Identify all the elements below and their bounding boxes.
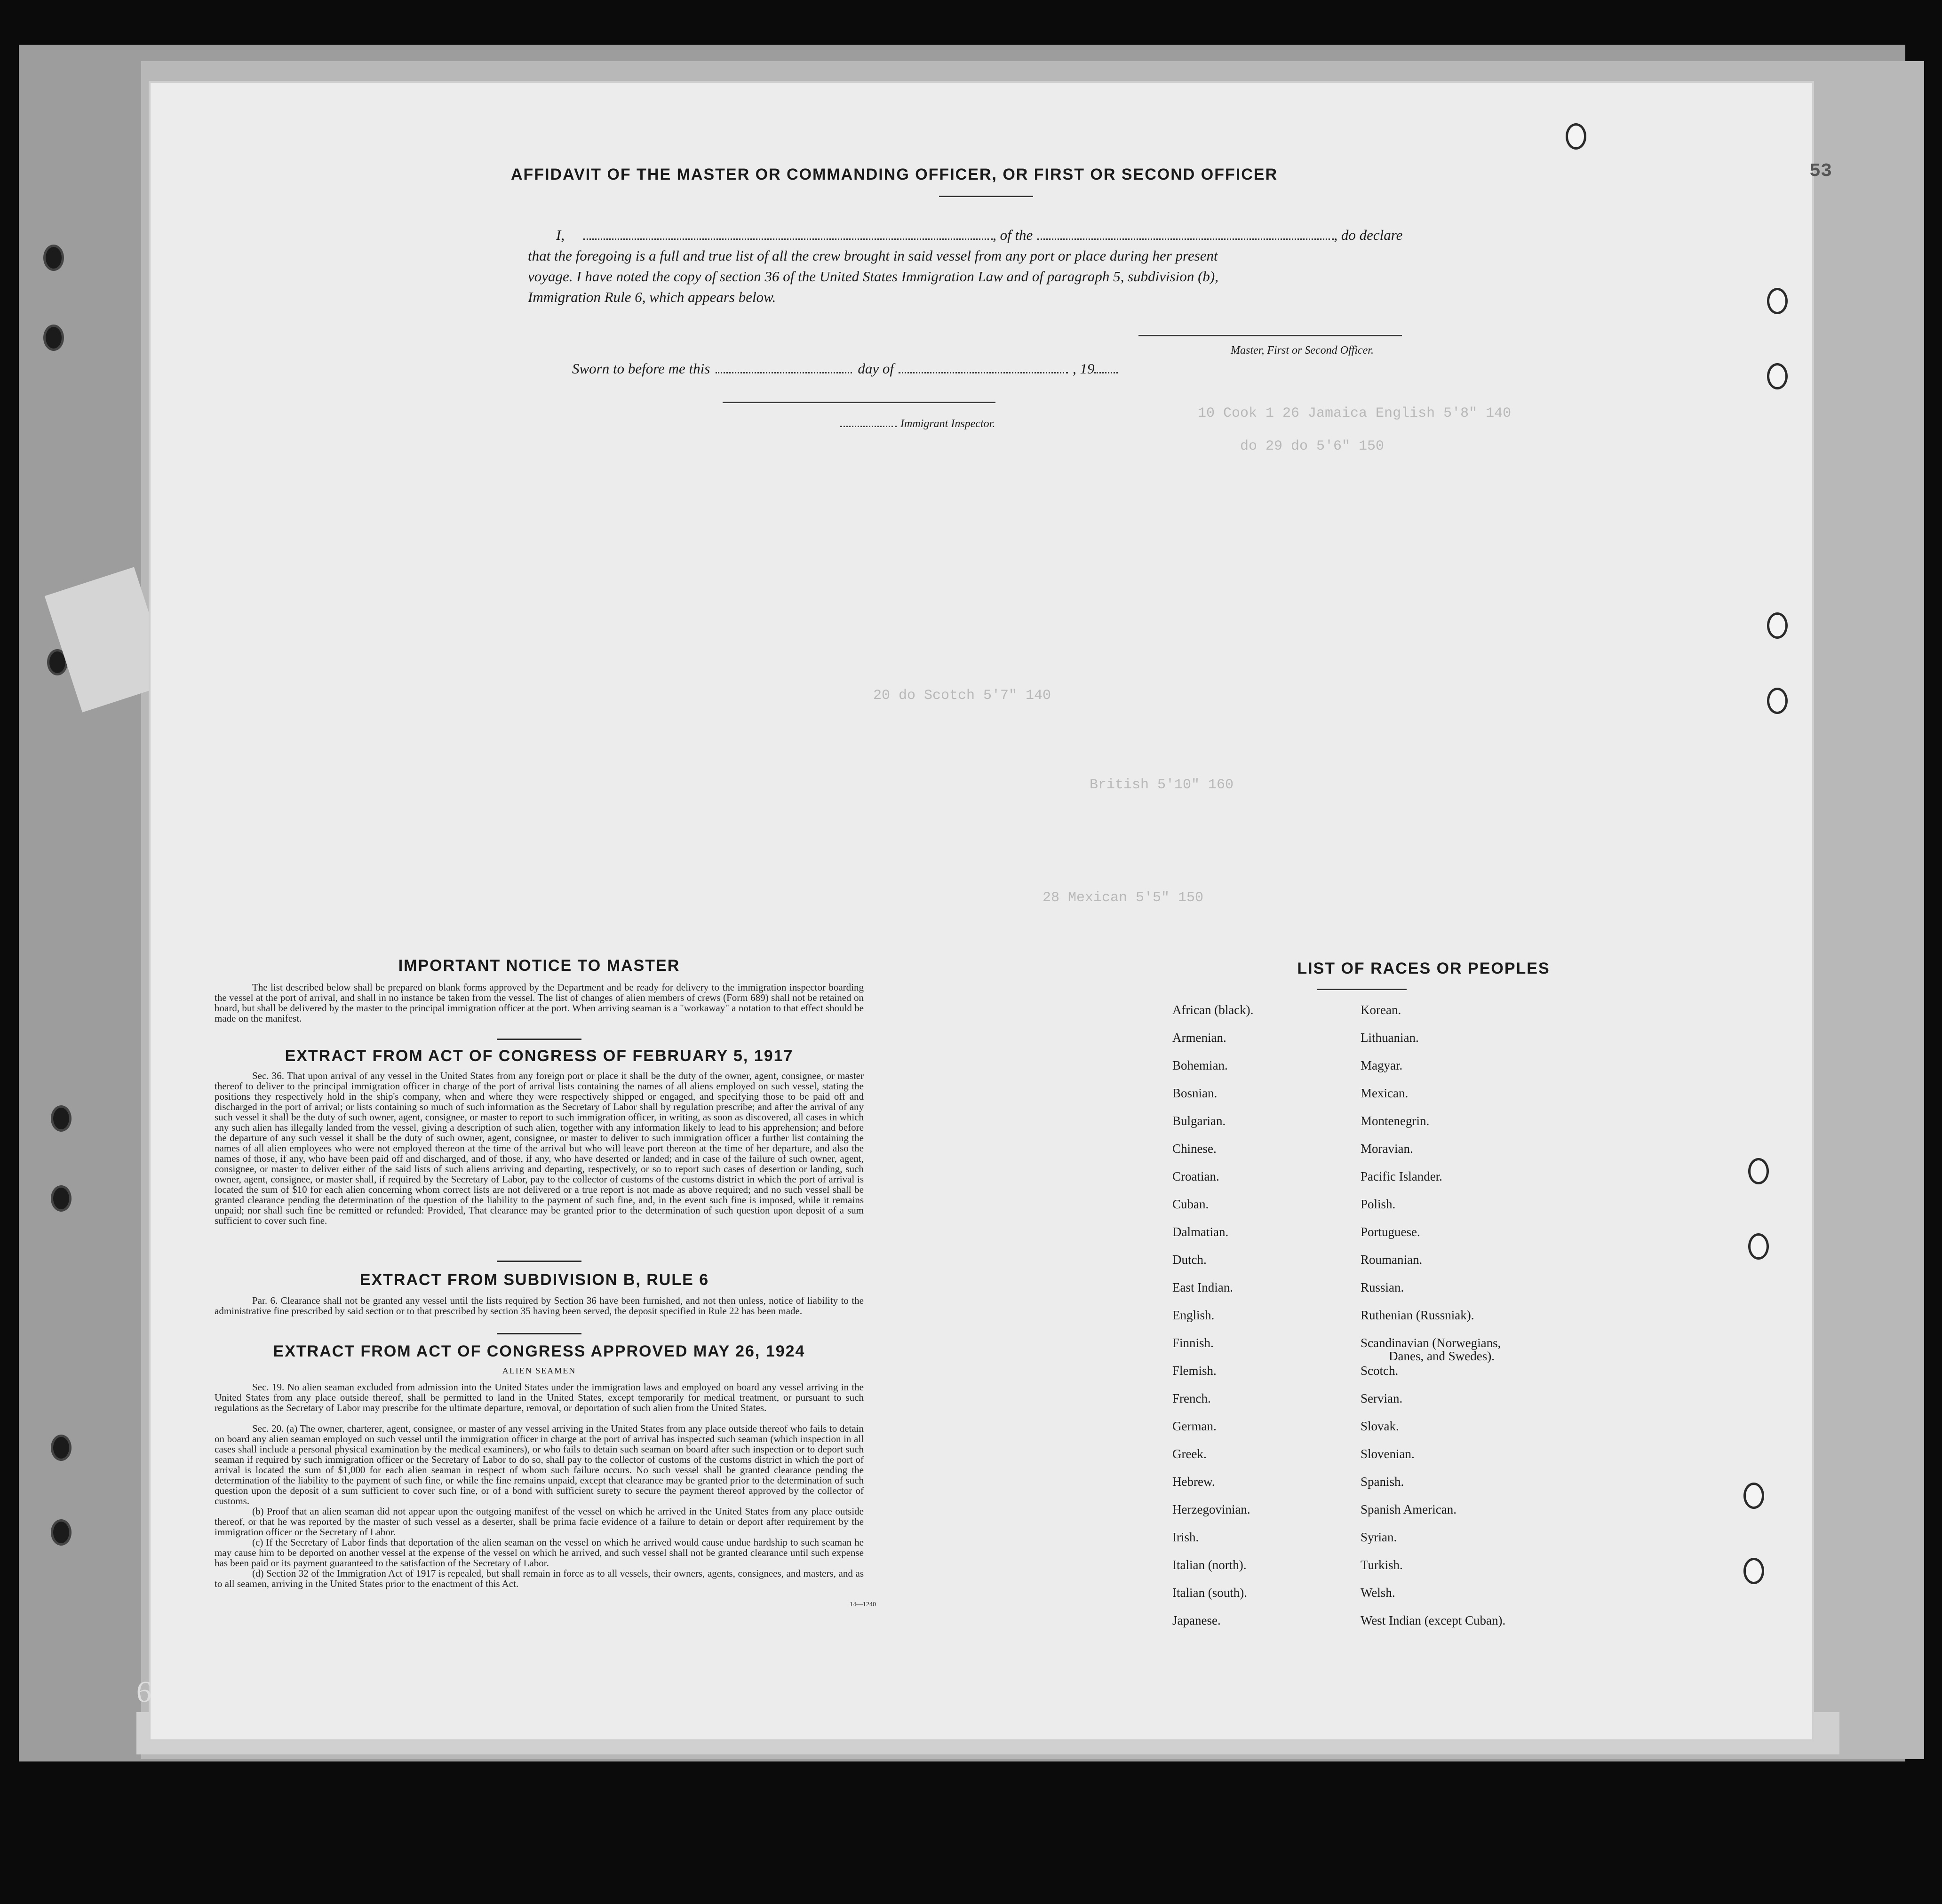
race-item: Cuban.: [1172, 1197, 1209, 1211]
binder-hole: [51, 1105, 72, 1132]
race-item: Magyar.: [1361, 1058, 1403, 1072]
master-signature-line[interactable]: [1138, 335, 1402, 336]
notice-body: The list described below shall be prepared on blank forms approved by the Department and be ready for delivery to the immigration inspector boarding the vessel at the port of arrival, and shall in no instance be taken from the vessel. The list of changes of alien members of crews (Form 689) shall not be retained on board, but shall be delivered by the master to the principal immigration officer at the port. When arriving seaman is a "workaway" a notation to that effect should be made on the manifest.: [215, 982, 864, 1024]
binder-hole: [1743, 1558, 1764, 1584]
form-number: 14—1240: [850, 1601, 876, 1608]
race-item: Dalmatian.: [1172, 1225, 1229, 1239]
race-item: Ruthenian (Russniak).: [1361, 1308, 1474, 1322]
inspector-label: Immigrant Inspector.: [900, 418, 995, 430]
race-item: Servian.: [1361, 1391, 1403, 1405]
race-item: Scotch.: [1361, 1364, 1399, 1378]
race-item: Armenian.: [1172, 1031, 1226, 1045]
affidavit-declare: , do declare: [1334, 227, 1403, 243]
inspector-dots: [840, 426, 897, 427]
race-item: Welsh.: [1361, 1586, 1395, 1600]
race-item: Bosnian.: [1172, 1086, 1218, 1100]
extract-1917-body: Sec. 36. That upon arrival of any vessel in the United States from any foreign port or place it shall be the duty of the owner, agent, consignee, or master thereof to deliver to the principal immigration officer in charge of the port of arrival lists containing the names of all aliens employed on such vessel, stating the positions they respectively hold in the ship's company, when and where they were respectively shipped or engaged, and specifying those to be paid off and discharged in the port of arrival; or lists containing so much of such information as the Secretary of Labor shall by regulation prescribe; and after the arrival of any such vessel it shall be the duty of such owner, agent, consignee, or master to report to such immigration officer, in writing, as soon as discovered, all cases in which any such alien has illegally landed from the vessel, giving a description of such alien, together with any information likely to lead to his apprehension; and before the departure of any such vessel it shall be the duty of such owner, agent, consignee, or master to deliver to such immigration officer a further list containing the names of all alien employees who were not employed thereon at the time of the arrival but who will leave port thereon at the time of her departure, and also the names of those, if any, who have been paid off and discharged, and of those, if any, who have deserted or landed; and in case of the failure of such owner, agent, consignee, or master to deliver either of the said lists of such aliens arriving and departing, respectively, or so to report such cases of desertion or landing, such owner, agent, consignee, or master shall, if required by the Secretary of Labor, pay to the collector of customs of the customs district in which the port of arrival is located the sum of $10 for each alien concerning whom correct lists are not delivered or a true report is not made as above required; and no such vessel shall be granted clearance pending the determination of the question of the liability to the payment of such fine, and, in the event such fine is imposed, while it remains unpaid; nor shall such fine be remitted or refunded: Provided, That clearance may be granted prior to the determination of such question upon deposit of a sum sufficient to cover such fine.: [215, 1070, 864, 1226]
sworn-prefix: Sworn to before me this: [572, 360, 710, 377]
binder-hole: [1767, 612, 1788, 639]
extract-1924-p1: Sec. 19. No alien seaman excluded from admission into the United States under the immigration laws and employed on board any vessel arriving in the United States from any place outside thereof, shall be permitted to land in the United States, except temporarily for medical treatment, or pursuant to such regulations as the Secretary of Labor may prescribe for the ultimate departure, removal, or deportation of such alien from the United States.: [215, 1381, 864, 1413]
race-item: Greek.: [1172, 1447, 1207, 1461]
race-item: Portuguese.: [1361, 1225, 1420, 1239]
master-signature-label: Master, First or Second Officer.: [1231, 344, 1374, 357]
extract-1924-p5: (d) Section 32 of the Immigration Act of 1917 is repealed, but shall remain in force as to all vessels, their owners, agents, consignees, and masters, and as to all seamen, arriving in the United States prior to the enactment of this Act.: [215, 1568, 864, 1589]
rule6-body: Par. 6. Clearance shall not be granted any vessel until the lists required by Section 36 have been furnished, and not then unless, notice of liability to the administrative fine prescribed by said section or to that prescribed by section 35 having been served, the deposit specified in Rule 22 has been made.: [215, 1295, 864, 1317]
binder-hole: [43, 325, 64, 351]
binder-hole: [1748, 1233, 1769, 1260]
race-item: Bohemian.: [1172, 1058, 1228, 1072]
officer-name-field[interactable]: [583, 238, 993, 240]
binder-hole: [1748, 1158, 1769, 1184]
title-underline: [939, 196, 1033, 197]
affidavit-line-4: Immigration Rule 6, which appears below.: [528, 289, 776, 305]
race-item: Pacific Islander.: [1361, 1169, 1442, 1183]
race-item: Spanish.: [1361, 1475, 1404, 1489]
sworn-day-field[interactable]: [716, 372, 852, 373]
race-item: French.: [1172, 1391, 1211, 1405]
extract-1917-divider: [497, 1261, 581, 1262]
affidavit-line-1: [528, 225, 1596, 246]
race-item: Dutch.: [1172, 1253, 1207, 1267]
race-item: Montenegrin.: [1361, 1114, 1430, 1128]
races-title: LIST OF RACES OR PEOPLES: [1297, 960, 1550, 977]
extract-1924-p2: Sec. 20. (a) The owner, charterer, agent, consignee, or master of any vessel arriving in the United States from any place outside thereof who fails to detain on board any alien seaman employed on such vessel until the immigration officer in charge at the port of arrival has inspected such seaman (which inspection in all cases shall include a personal physical examination by the medical examiners), or who fails to detain such seaman on board after such inspection or to deport such seaman if required by such immigration officer or the Secretary of Labor to do so, shall pay to the collector of customs of the customs district in which the port of arrival is located the sum of $1,000 for each alien seaman in respect of whom such failure occurs. No such vessel shall be granted clearance pending the determination of the liability to the payment of such fine, or while the fine remains unpaid, except that clearance may be granted prior to the determination of such question upon the deposit of a sum sufficient to cover such fine, or of a bond with sufficient surety to secure the payment thereof approved by the collector of customs.: [215, 1423, 864, 1507]
extract-1917-title: EXTRACT FROM ACT OF CONGRESS OF FEBRUARY 5, 1917: [285, 1047, 794, 1065]
binder-hole: [43, 245, 64, 271]
race-item: African (black).: [1172, 1003, 1254, 1017]
sworn-month-field[interactable]: [899, 372, 1068, 373]
inspector-label-row: [840, 418, 995, 430]
race-item: Slovak.: [1361, 1419, 1399, 1433]
bleed-through-text: 10 Cook 1 26 Jamaica English 5'8" 140: [1198, 405, 1512, 421]
notice-divider: [497, 1039, 581, 1040]
race-item: Herzegovinian.: [1172, 1502, 1250, 1516]
race-item: Spanish American.: [1361, 1502, 1456, 1516]
sworn-year-field[interactable]: [1094, 372, 1118, 373]
race-item-continuation: Danes, and Swedes).: [1389, 1349, 1495, 1363]
race-item: Chinese.: [1172, 1142, 1217, 1156]
race-item: Moravian.: [1361, 1142, 1413, 1156]
affidavit-line-3: voyage. I have noted the copy of section 36 of the United States Immigration Law and of paragraph 5, subdivision (b),: [528, 268, 1218, 285]
race-item: Croatian.: [1172, 1169, 1219, 1183]
bleed-through-text: 28 Mexican 5'5" 150: [1043, 890, 1204, 906]
binder-hole: [1566, 123, 1586, 150]
bleed-through-text: do 29 do 5'6" 150: [1240, 438, 1385, 454]
race-item: Mexican.: [1361, 1086, 1409, 1100]
binder-hole: [1767, 288, 1788, 314]
sworn-line: [572, 360, 1118, 377]
vessel-name-field[interactable]: [1037, 238, 1334, 240]
affidavit-i: I,: [556, 227, 565, 243]
race-item: Scandinavian (Norwegians,: [1361, 1336, 1501, 1350]
race-item: Turkish.: [1361, 1558, 1403, 1572]
affidavit-line-2: that the foregoing is a full and true list of all the crew brought in said vessel from any port or place during her present: [528, 247, 1218, 264]
rule6-title: EXTRACT FROM SUBDIVISION B, RULE 6: [359, 1271, 709, 1289]
affidavit-statement: [528, 225, 1596, 308]
race-item: Flemish.: [1172, 1364, 1217, 1378]
sworn-day-of: day of: [858, 360, 894, 377]
rule6-divider: [497, 1333, 581, 1334]
race-item: Italian (north).: [1172, 1558, 1247, 1572]
affidavit-sheet: [149, 81, 1832, 1741]
race-item: Lithuanian.: [1361, 1031, 1419, 1045]
race-item: Korean.: [1361, 1003, 1401, 1017]
race-item: Syrian.: [1361, 1530, 1397, 1544]
race-item: Russian.: [1361, 1280, 1404, 1294]
race-item: Japanese.: [1172, 1613, 1221, 1627]
margin-number: 9: [136, 1675, 151, 1709]
binder-hole: [1767, 688, 1788, 714]
race-item: Slovenian.: [1361, 1447, 1415, 1461]
race-item: Polish.: [1361, 1197, 1396, 1211]
race-item: Irish.: [1172, 1530, 1199, 1544]
race-item: Hebrew.: [1172, 1475, 1215, 1489]
race-item: West Indian (except Cuban).: [1361, 1613, 1506, 1627]
bleed-through-text: 20 do Scotch 5'7" 140: [873, 688, 1051, 704]
extract-1924-title: EXTRACT FROM ACT OF CONGRESS APPROVED MAY 26, 1924: [273, 1342, 805, 1360]
race-item: East Indian.: [1172, 1280, 1233, 1294]
race-item: Bulgarian.: [1172, 1114, 1226, 1128]
inspector-signature-line[interactable]: [723, 402, 995, 403]
binder-hole: [51, 1519, 72, 1546]
extract-1924-subtitle: ALIEN SEAMEN: [502, 1366, 576, 1375]
affidavit-title: AFFIDAVIT OF THE MASTER OR COMMANDING OFFICER, OR FIRST OR SECOND OFFICER: [511, 166, 1278, 183]
sworn-year: , 19: [1072, 360, 1095, 377]
race-item: Italian (south).: [1172, 1586, 1247, 1600]
affidavit-of-the: , of the: [993, 227, 1033, 243]
binder-hole: [1743, 1483, 1764, 1509]
race-item: German.: [1172, 1419, 1217, 1433]
race-item: English.: [1172, 1308, 1215, 1322]
page-number: 53: [1809, 161, 1832, 182]
race-item: Roumanian.: [1361, 1253, 1423, 1267]
bleed-through-text: British 5'10" 160: [1090, 777, 1234, 793]
binder-hole: [51, 1185, 72, 1212]
binder-hole: [1767, 363, 1788, 389]
extract-1924-p4: (c) If the Secretary of Labor finds that deportation of the alien seaman on the vessel on which he arrived would cause undue hardship to such seaman he may cause him to be deported on another vessel at the expense of the vessel on which he arrived, and such vessel shall not be granted clearance until such expense has been paid or its payment guaranteed to the satisfaction of the Secretary of Labor.: [215, 1537, 864, 1569]
extract-1924-p3: (b) Proof that an alien seaman did not appear upon the outgoing manifest of the vessel on which he arrived in the United States from any place outside thereof, or that he was reported by the master of such vessel as a deserter, shall be prima facie evidence of a failure to detain or deport after requirement by the immigration officer or the Secretary of Labor.: [215, 1506, 864, 1538]
races-underline: [1317, 989, 1407, 990]
binder-hole: [51, 1435, 72, 1461]
notice-title: IMPORTANT NOTICE TO MASTER: [398, 957, 680, 975]
race-item: Finnish.: [1172, 1336, 1214, 1350]
